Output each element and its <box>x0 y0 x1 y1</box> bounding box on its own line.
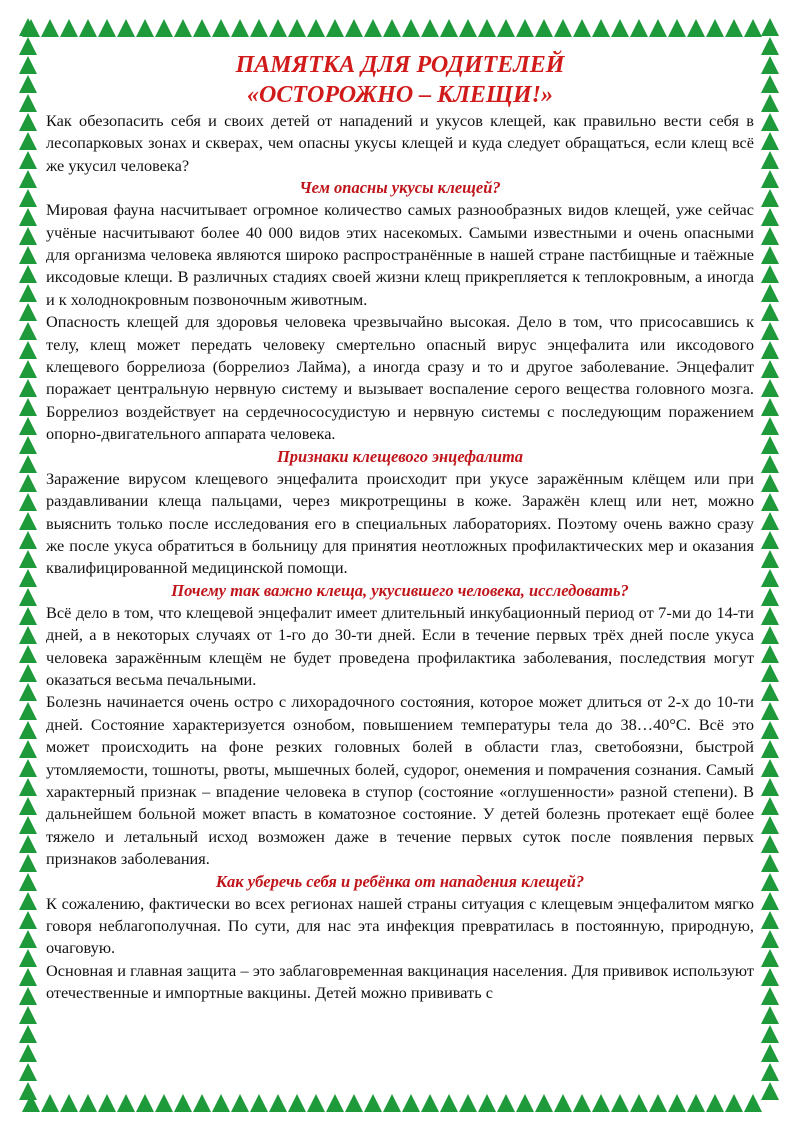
tree-icon <box>761 949 779 967</box>
tree-icon <box>761 474 779 492</box>
tree-icon <box>250 1094 268 1112</box>
tree-icon <box>761 702 779 720</box>
tree-icon <box>687 19 705 37</box>
tree-icon <box>761 759 779 777</box>
tree-icon <box>761 854 779 872</box>
tree-icon <box>19 208 37 226</box>
tree-icon <box>117 1094 135 1112</box>
tree-icon <box>761 664 779 682</box>
tree-icon <box>761 322 779 340</box>
tree-icon <box>761 911 779 929</box>
tree-icon <box>761 721 779 739</box>
tree-icon <box>60 19 78 37</box>
tree-icon <box>761 531 779 549</box>
tree-icon <box>19 588 37 606</box>
tree-icon <box>761 360 779 378</box>
tree-icon <box>761 740 779 758</box>
tree-icon <box>19 1063 37 1081</box>
tree-icon <box>19 56 37 74</box>
tree-icon <box>478 1094 496 1112</box>
title-line-1: ПАМЯТКА ДЛЯ РОДИТЕЛЕЙ <box>235 52 565 78</box>
tree-icon <box>98 19 116 37</box>
tree-icon <box>19 512 37 530</box>
tree-icon <box>307 19 325 37</box>
tree-icon <box>19 949 37 967</box>
tree-icon <box>19 854 37 872</box>
tree-icon <box>761 170 779 188</box>
tree-icon <box>497 19 515 37</box>
tree-icon <box>761 569 779 587</box>
tree-icon <box>761 37 779 55</box>
tree-icon <box>19 626 37 644</box>
border-top <box>22 18 778 38</box>
tree-icon <box>402 19 420 37</box>
tree-icon <box>19 322 37 340</box>
tree-icon <box>155 19 173 37</box>
tree-icon <box>19 265 37 283</box>
tree-icon <box>19 987 37 1005</box>
tree-icon <box>516 1094 534 1112</box>
tree-icon <box>761 265 779 283</box>
tree-icon <box>19 474 37 492</box>
tree-icon <box>516 19 534 37</box>
tree-icon <box>364 1094 382 1112</box>
memo-title <box>46 50 754 110</box>
tree-icon <box>19 816 37 834</box>
tree-icon <box>761 645 779 663</box>
tree-icon <box>19 151 37 169</box>
section-heading-protection: Как уберечь себя и ребёнка от нападения клещей? <box>215 871 585 891</box>
tree-icon <box>725 1094 743 1112</box>
tree-icon <box>136 19 154 37</box>
tree-icon <box>761 987 779 1005</box>
tree-icon <box>497 1094 515 1112</box>
tree-icon <box>592 1094 610 1112</box>
tree-icon <box>41 19 59 37</box>
tree-icon <box>19 1082 37 1100</box>
tree-icon <box>98 1094 116 1112</box>
paragraph-fauna: Мировая фауна насчитывает огромное количество самых разнообразных видов клещей, уже сейчас учёные насчитывают более 40 000 видов этих насекомых. Самыми известными и очень опасными для организма человека являются широко распространённые в нашей стране пастбищные и таёжные иксодовые клещи. В различных стадиях своей жизни клещ прикрепляется к теплокровным, а иногда и к холоднокровным позвоночным животным. <box>46 200 754 309</box>
tree-icon <box>19 493 37 511</box>
tree-icon <box>761 379 779 397</box>
tree-icon <box>761 1063 779 1081</box>
tree-icon <box>706 19 724 37</box>
tree-icon <box>19 113 37 131</box>
tree-icon <box>19 360 37 378</box>
tree-icon <box>19 569 37 587</box>
section-heading-why-test: Почему так важно клеща, укусившего человека, исследовать? <box>171 580 629 600</box>
tree-icon <box>19 398 37 416</box>
tree-icon <box>19 18 37 36</box>
tree-icon <box>554 19 572 37</box>
tree-icon <box>326 1094 344 1112</box>
section-heading-dangers: Чем опасны укусы клещей? <box>299 178 501 198</box>
tree-icon <box>383 19 401 37</box>
tree-icon <box>269 19 287 37</box>
tree-icon <box>761 588 779 606</box>
tree-icon <box>761 227 779 245</box>
tree-icon <box>345 1094 363 1112</box>
tree-icon <box>573 1094 591 1112</box>
tree-icon <box>19 721 37 739</box>
tree-icon <box>19 1025 37 1043</box>
tree-icon <box>761 797 779 815</box>
tree-icon <box>19 132 37 150</box>
tree-icon <box>19 303 37 321</box>
tree-icon <box>19 683 37 701</box>
tree-icon <box>19 170 37 188</box>
tree-icon <box>761 1044 779 1062</box>
paragraph-vaccination: Основная и главная защита – это заблаговременная вакцинация населения. Для прививок используют отечественные и импортные вакцины. Детей можно прививать с <box>46 960 754 1003</box>
tree-icon <box>761 930 779 948</box>
tree-icon <box>440 1094 458 1112</box>
tree-icon <box>19 778 37 796</box>
tree-icon <box>761 189 779 207</box>
tree-icon <box>19 740 37 758</box>
tree-icon <box>193 1094 211 1112</box>
tree-icon <box>212 19 230 37</box>
tree-icon <box>668 1094 686 1112</box>
paragraph-infection: Заражение вирусом клещевого энцефалита происходит при укусе заражённым клёщем или при раздавливании клеща пальцами, через микротрещины в коже. Заражён клещ или нет, можно выяснить только после исследования его в специальных лабораториях. Поэтому очень важно сразу же после укуса обратиться в больницу для принятия неотложных профилактических мер и оказания квалифицированной медицинской помощи. <box>46 468 754 578</box>
tree-icon <box>761 417 779 435</box>
tree-icon <box>761 778 779 796</box>
tree-icon <box>136 1094 154 1112</box>
intro-paragraph: Как обезопасить себя и своих детей от нападений и укусов клещей, как правильно вести себя в лесопарковых зонах и скверах, чем опасны укусы клещей и куда следует обращаться, если клещ всё же укусил человека? <box>46 111 754 175</box>
tree-icon <box>761 816 779 834</box>
tree-icon <box>174 19 192 37</box>
tree-icon <box>761 436 779 454</box>
tree-icon <box>761 18 779 36</box>
tree-icon <box>761 284 779 302</box>
tree-icon <box>288 19 306 37</box>
tree-icon <box>554 1094 572 1112</box>
tree-icon <box>573 19 591 37</box>
tree-icon <box>383 1094 401 1112</box>
tree-icon <box>761 455 779 473</box>
tree-icon <box>761 607 779 625</box>
tree-icon <box>155 1094 173 1112</box>
tree-icon <box>117 19 135 37</box>
tree-icon <box>212 1094 230 1112</box>
tree-icon <box>535 1094 553 1112</box>
tree-icon <box>19 417 37 435</box>
tree-icon <box>19 531 37 549</box>
tree-icon <box>478 19 496 37</box>
tree-icon <box>761 892 779 910</box>
tree-icon <box>761 151 779 169</box>
paragraph-disease-course: Болезнь начинается очень остро с лихорадочного состояния, которое может длиться от 2-х до 10-ти дней. Состояние характеризуется ознобом, повышением температуры тела до 38…40°С. Всё это может происходить на фоне резких головных болей в области глаз, светобоязни, быстрой утомляемости, тошноты, рвоты, мышечных болей, судорог, онемения и помрачения сознания. Самый характерный признак – впадение человека в ступор (состояние «оглушенности» разной степени). В дальнейшем больной может впасть в коматозное состояние. У детей болезнь протекает ещё более тяжело и летальный исход возможен даже в течение первых суток после появления первых признаков заболевания. <box>46 692 754 869</box>
tree-icon <box>649 1094 667 1112</box>
tree-icon <box>41 1094 59 1112</box>
tree-icon <box>761 873 779 891</box>
tree-icon <box>630 1094 648 1112</box>
tree-icon <box>19 94 37 112</box>
tree-icon <box>459 19 477 37</box>
tree-icon <box>19 550 37 568</box>
tree-icon <box>19 284 37 302</box>
tree-icon <box>19 227 37 245</box>
tree-icon <box>19 607 37 625</box>
tree-icon <box>761 398 779 416</box>
tree-icon <box>687 1094 705 1112</box>
tree-icon <box>706 1094 724 1112</box>
tree-icon <box>19 645 37 663</box>
tree-icon <box>19 1006 37 1024</box>
tree-icon <box>611 1094 629 1112</box>
tree-icon <box>761 341 779 359</box>
paragraph-situation: К сожалению, фактически во всех регионах нашей страны ситуация с клещевым энцефалитом мягко говоря неблагополучная. По сути, для нас эта инфекция превратилась в постоянную, природную, очаговую. <box>46 893 754 958</box>
tree-icon <box>174 1094 192 1112</box>
tree-icon <box>19 1044 37 1062</box>
tree-icon <box>761 1082 779 1100</box>
border-left <box>18 18 38 1113</box>
tree-icon <box>19 37 37 55</box>
tree-icon <box>402 1094 420 1112</box>
tree-icon <box>761 626 779 644</box>
tree-icon <box>761 113 779 131</box>
tree-icon <box>761 968 779 986</box>
tree-icon <box>761 56 779 74</box>
tree-icon <box>326 19 344 37</box>
tree-icon <box>19 930 37 948</box>
tree-icon <box>269 1094 287 1112</box>
tree-icon <box>761 550 779 568</box>
tree-icon <box>288 1094 306 1112</box>
tree-icon <box>761 493 779 511</box>
tree-icon <box>79 19 97 37</box>
tree-icon <box>19 911 37 929</box>
tree-icon <box>19 189 37 207</box>
tree-icon <box>725 19 743 37</box>
paragraph-incubation: Всё дело в том, что клещевой энцефалит имеет длительный инкубационный период от 7-ми до 14-ти дней, а в некоторых случаях от 1-го до 30-ти дней. Если в течение первых трёх дней после укуса человека заражённым клещём не будет проведена профилактика заболевания, последствия могут оказаться весьма печальными. <box>46 602 754 689</box>
tree-icon <box>761 835 779 853</box>
tree-icon <box>250 19 268 37</box>
tree-icon <box>19 455 37 473</box>
tree-icon <box>19 246 37 264</box>
tree-icon <box>231 1094 249 1112</box>
tree-icon <box>19 797 37 815</box>
tree-icon <box>231 19 249 37</box>
tree-icon <box>19 892 37 910</box>
tree-icon <box>630 19 648 37</box>
tree-icon <box>364 19 382 37</box>
tree-icon <box>649 19 667 37</box>
memo-content <box>46 50 754 1005</box>
tree-icon <box>535 19 553 37</box>
tree-icon <box>668 19 686 37</box>
title-line-2: «ОСТОРОЖНО – КЛЕЩИ!» <box>247 82 553 108</box>
tree-icon <box>421 1094 439 1112</box>
tree-icon <box>459 1094 477 1112</box>
tree-icon <box>19 873 37 891</box>
tree-icon <box>761 683 779 701</box>
tree-icon <box>611 19 629 37</box>
tree-icon <box>592 19 610 37</box>
tree-icon <box>761 1025 779 1043</box>
border-bottom <box>22 1093 778 1113</box>
tree-icon <box>761 132 779 150</box>
tree-icon <box>761 75 779 93</box>
tree-icon <box>79 1094 97 1112</box>
tree-icon <box>761 246 779 264</box>
tree-icon <box>19 702 37 720</box>
tree-icon <box>19 759 37 777</box>
tree-icon <box>19 341 37 359</box>
tree-icon <box>60 1094 78 1112</box>
tree-icon <box>761 208 779 226</box>
tree-icon <box>19 436 37 454</box>
tree-icon <box>345 19 363 37</box>
tree-icon <box>193 19 211 37</box>
tree-icon <box>440 19 458 37</box>
paragraph-danger: Опасность клещей для здоровья человека чрезвычайно высокая. Дело в том, что присосавшись к телу, клещ может передать человеку смертельно опасный вирус энцефалита или иксодового клещевого боррелиоза (боррелиоз Лайма), а иногда сразу и то и другое заболевание. Энцефалит поражает центральную нервную систему и вызывает воспаление серого вещества головного мозга. Боррелиоз воздействует на сердечнососудистую и нервную системы с последующим поражением опорно-двигательного аппарата человека. <box>46 312 754 444</box>
tree-icon <box>19 75 37 93</box>
tree-icon <box>761 303 779 321</box>
tree-icon <box>19 379 37 397</box>
tree-icon <box>19 835 37 853</box>
border-right <box>760 18 780 1113</box>
tree-icon <box>761 94 779 112</box>
tree-icon <box>19 968 37 986</box>
tree-icon <box>19 664 37 682</box>
section-heading-symptoms: Признаки клещевого энцефалита <box>276 446 524 466</box>
tree-icon <box>761 1006 779 1024</box>
tree-icon <box>421 19 439 37</box>
tree-icon <box>761 512 779 530</box>
tree-icon <box>307 1094 325 1112</box>
